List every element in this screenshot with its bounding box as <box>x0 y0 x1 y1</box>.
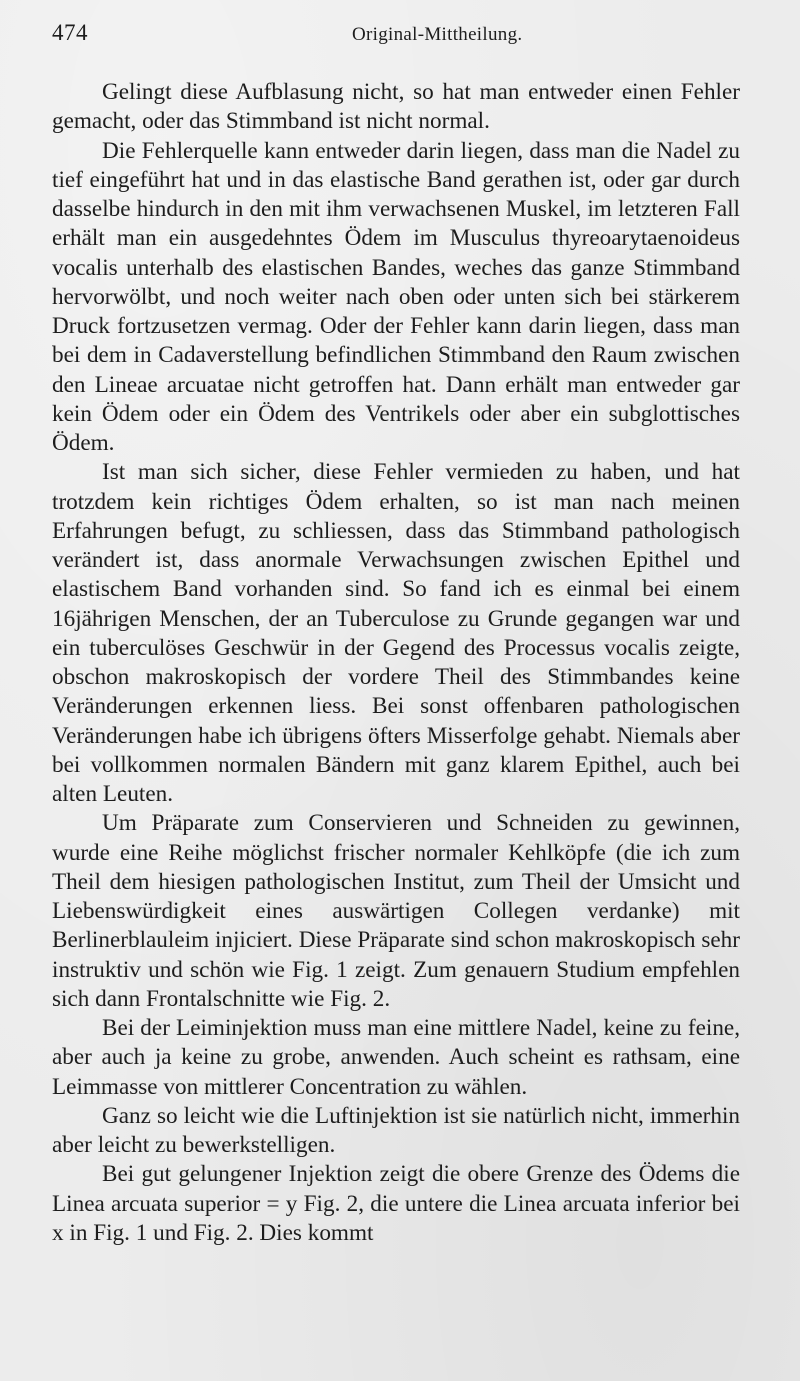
paragraph: Ist man sich sicher, diese Fehler vermieden zu haben, und hat trotzdem kein richtiges Ödem erhalten, so ist man nach meinen Erfahrungen befugt, zu schliessen, dass das Stimmband pathologisch verändert ist, dass anormale Verwachsungen zwischen Epithel und elastischem Band vorhanden sind. So fand ich es einmal bei einem 16jährigen Menschen, der an Tuberculose zu Grunde gegangen war und ein tuberculöses Geschwür in der Gegend des Processus vocalis zeigte, obschon makroskopisch der vordere Theil des Stimmbandes keine Veränderungen erkennen liess. Bei sonst offenbaren pathologischen Veränderungen habe ich übrigens öfters Misserfolge gehabt. Niemals aber bei vollkommen normalen Bändern mit ganz klarem Epithel, auch bei alten Leuten. <box>52 459 740 807</box>
page-number: 474 <box>52 20 88 45</box>
paragraph: Bei der Leiminjektion muss man eine mittlere Nadel, keine zu feine, aber auch ja keine zu grobe, anwenden. Auch scheint es rathsam, eine Leimmasse von mittlerer Concentration zu wählen. <box>52 1015 740 1100</box>
paragraph: Bei gut gelungener Injektion zeigt die obere Grenze des Ödems die Linea arcuata superior = y Fig. 2, die untere die Linea arcuata inferior bei x in Fig. 1 und Fig. 2. Dies kommt <box>52 1161 740 1246</box>
paragraph: Ganz so leicht wie die Luftinjektion ist sie natürlich nicht, immerhin aber leicht zu bewerkstelligen. <box>52 1102 740 1158</box>
paragraph: Um Präparate zum Conservieren und Schneiden zu gewinnen, wurde eine Reihe möglichst frischer normaler Kehlköpfe (die ich zum Theil dem hiesigen pathologischen Institut, zum Theil der Umsicht und Liebenswürdigkeit eines auswärtigen Collegen verdanke) mit Berlinerblauleim injiciert. Diese Präparate sind schon makroskopisch sehr instruktiv und schön wie Fig. 1 zeigt. Zum genauern Studium empfehlen sich dann Frontalschnitte wie Fig. 2. <box>52 810 740 1012</box>
page-header <box>52 20 752 54</box>
paragraph: Die Fehlerquelle kann entweder darin liegen, dass man die Nadel zu tief eingeführt hat und in das elastische Band gerathen ist, oder gar durch dasselbe hindurch in den mit ihm verwachsenen Muskel, im letzteren Fall erhält man ein ausgedehntes Ödem im Musculus thyreoarytaenoideus vocalis unterhalb des elastischen Bandes, weches das ganze Stimmband hervorwölbt, und noch weiter nach oben oder unten sich bei stärkerem Druck fortzusetzen vermag. Oder der Fehler kann darin liegen, dass man bei dem in Cadaverstellung befindlichen Stimmband den Raum zwischen den Lineae arcuatae nicht getroffen hat. Dann erhält man entweder gar kein Ödem oder ein Ödem des Ventrikels oder aber ein subglottisches Ödem. <box>52 137 740 456</box>
paragraph: Gelingt diese Aufblasung nicht, so hat man entweder einen Fehler gemacht, oder das Stimmband ist nicht normal. <box>52 79 740 135</box>
running-title: Original-Mittheilung. <box>352 24 523 45</box>
body-text <box>52 78 740 1248</box>
